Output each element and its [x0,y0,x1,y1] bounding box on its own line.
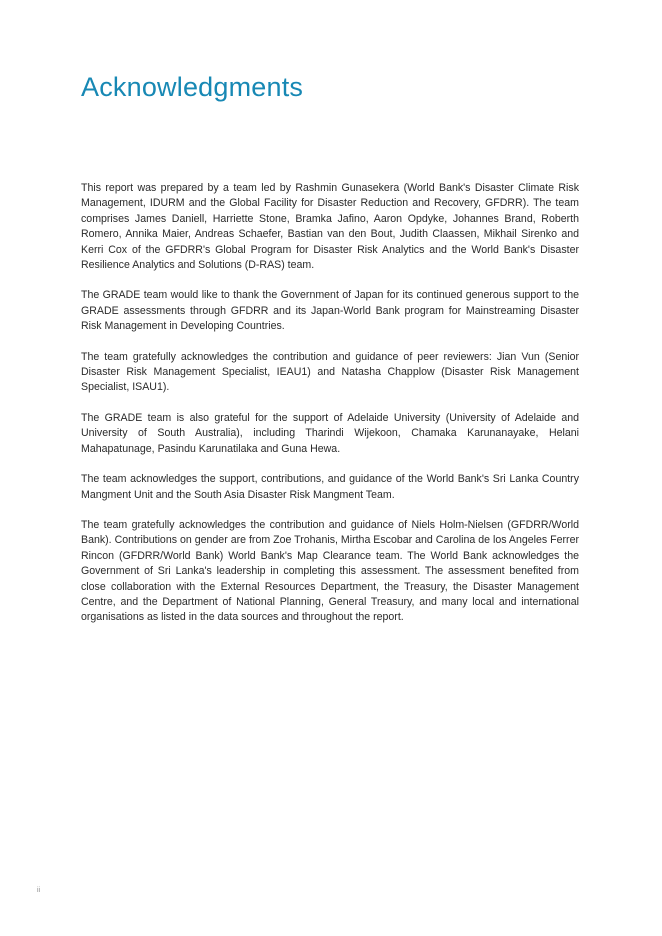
paragraph-contributions: The team gratefully acknowledges the contribution and guidance of Niels Holm-Nielsen (GFDRR/World Bank). Contributions on gender are from Zoe Trohanis, Mirtha Escobar and Carolina de los Angeles Ferrer Rincon (GFDRR/World Bank) World Bank's Map Clearance team. The World Bank acknowledges the Government of Sri Lanka's leadership in completing this assessment. The assessment benefited from close collaboration with the External Resources Department, the Treasury, the Disaster Management Centre, and the Department of National Planning, General Treasury, and many local and international organisations as listed in the data sources and throughout the report. [81,518,579,624]
page-number: ii [37,887,41,894]
paragraph-adelaide-university: The GRADE team is also grateful for the support of Adelaide University (University of Adelaide and University of South Australia), including Tharindi Wijekoon, Chamaka Karunanayake, Helani Mahapatunage, Pasindu Karunatilaka and Guna Hewa. [81,411,579,455]
paragraph-team: This report was prepared by a team led by Rashmin Gunasekera (World Bank's Disaster Climate Risk Management, IDURM and the Global Facility for Disaster Reduction and Recovery, GFDRR). The team comprises James Daniell, Harriette Stone, Bramka Jafino, Aaron Opdyke, Johannes Brand, Roberth Romero, Annika Maier, Andreas Schaefer, Bastian van den Bout, Judith Claassen, Mikhail Sirenko and Kerri Cox of the GFDRR's Global Program for Disaster Risk Analytics and the World Bank's Disaster Resilience Analytics and Solutions (D-RAS) team. [81,182,579,272]
page-title: Acknowledgments [81,72,304,102]
paragraph-country-management: The team acknowledges the support, contributions, and guidance of the World Bank's Sri Lanka Country Mangment Unit and the South Asia Disaster Risk Mangment Team. [81,473,579,501]
paragraph-japan-support: The GRADE team would like to thank the Government of Japan for its continued generous support to the GRADE assessments through GFDRR and its Japan-World Bank program for Mainstreaming Disaster Risk Management in Developing Countries. [81,289,579,333]
acknowledgments-body [81,181,579,641]
paragraph-peer-reviewers: The team gratefully acknowledges the contribution and guidance of peer reviewers: Jian Vun (Senior Disaster Risk Management Specialist, IEAU1) and Natasha Chapplow (Disaster Risk Management Specialist, ISAU1). [81,350,579,394]
